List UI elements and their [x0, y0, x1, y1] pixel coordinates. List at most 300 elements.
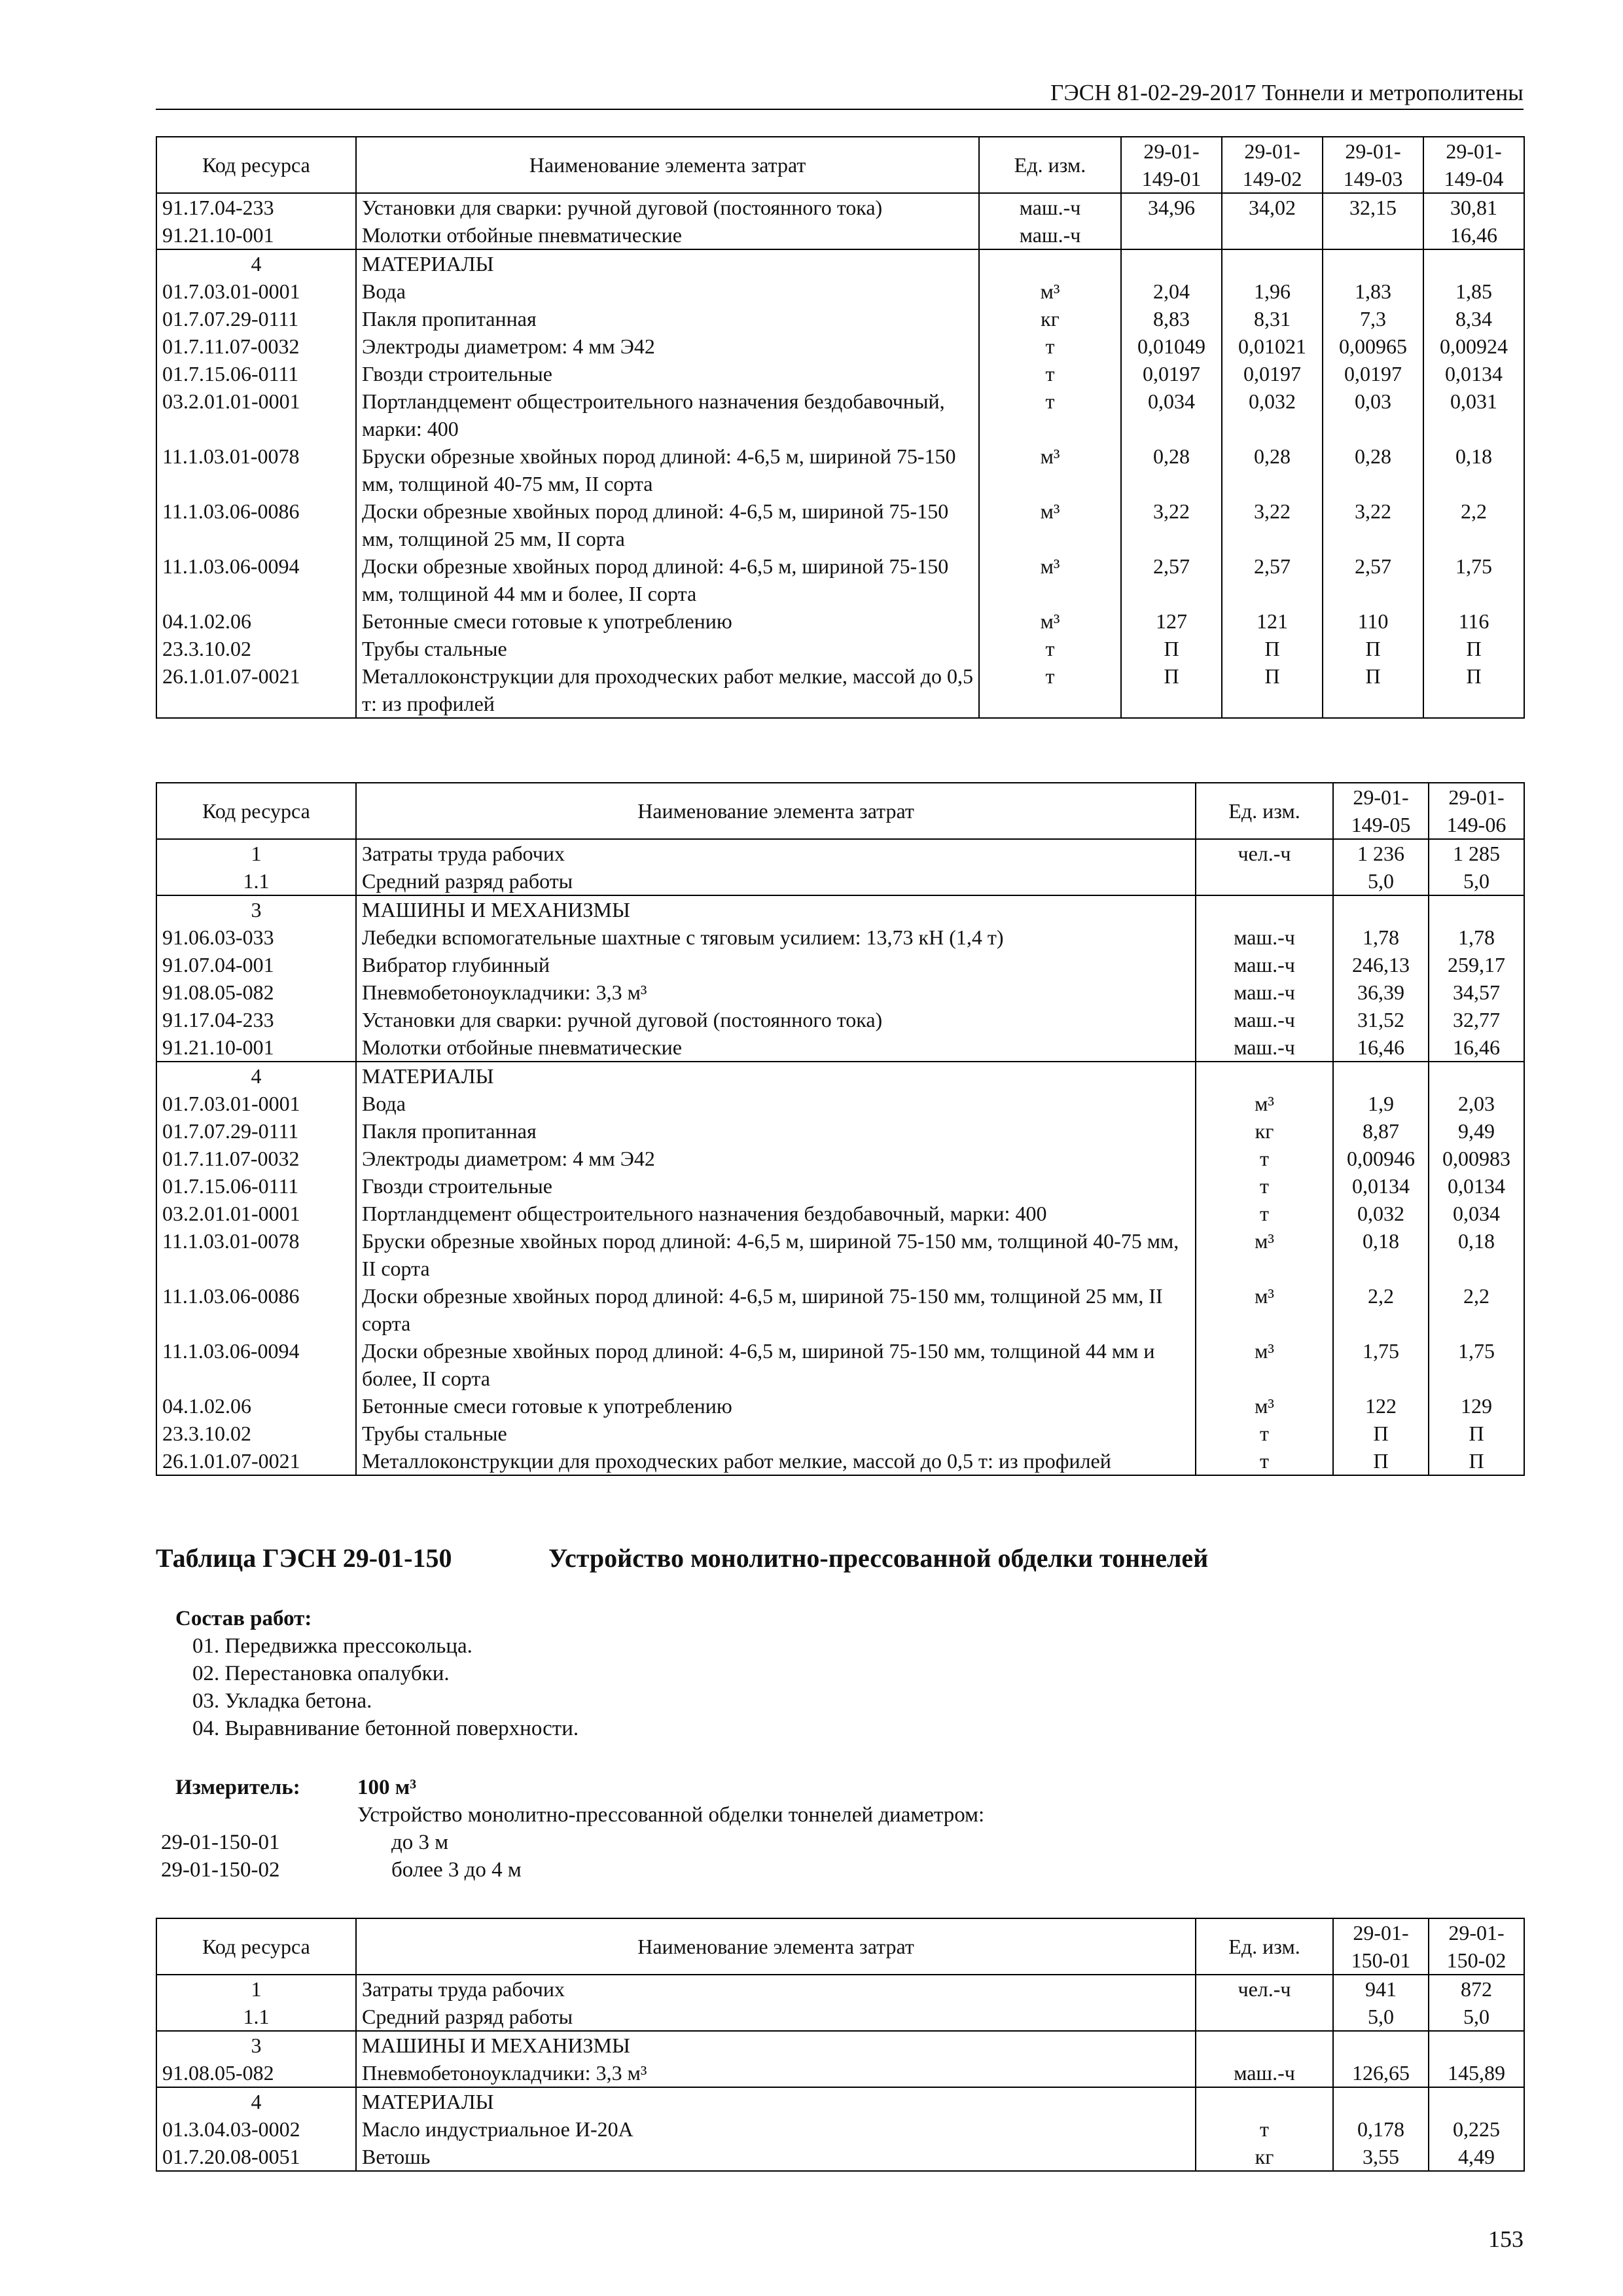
norm-value: 7,3	[1323, 305, 1423, 332]
norm-value: 0,0134	[1333, 1172, 1429, 1200]
norm-value: 0,28	[1121, 442, 1222, 497]
resource-name: Бруски обрезные хвойных пород длиной: 4-6,5 м, шириной 75-150 мм, толщиной 40-75 мм, II сорта	[356, 1227, 1196, 1282]
resource-name: Ветошь	[356, 2143, 1196, 2171]
col-header-norm: 29-01-149-04	[1423, 137, 1524, 193]
norm-value: 0,0197	[1222, 360, 1323, 387]
resource-name: Доски обрезные хвойных пород длиной: 4-6,5 м, шириной 75-150 мм, толщиной 25 мм, II сорта	[356, 497, 979, 552]
resource-unit: м³	[1196, 1337, 1333, 1392]
table-row	[156, 1033, 1524, 1062]
resource-name: Затраты труда рабочих	[356, 1975, 1196, 2003]
resource-name: Доски обрезные хвойных пород длиной: 4-6,5 м, шириной 75-150 мм, толщиной 44 мм и более, II сорта	[356, 552, 979, 607]
norm-value	[1323, 221, 1423, 249]
resource-unit: маш.-ч	[1196, 951, 1333, 978]
page-header	[156, 73, 1524, 110]
norm-value: 0,01021	[1222, 332, 1323, 360]
resource-code: 11.1.03.06-0094	[156, 552, 356, 607]
norm-value: 0,18	[1429, 1227, 1524, 1282]
resource-name: Портландцемент общестроительного назначения бездобавочный, марки: 400	[356, 387, 979, 442]
header-title: ГЭСН 81-02-29-2017 Тоннели и метрополитены	[1050, 80, 1524, 105]
table-row	[156, 607, 1524, 635]
norm-value: 0,03	[1323, 387, 1423, 442]
resource-code: 1.1	[156, 2003, 356, 2031]
norm-value	[1429, 1062, 1524, 1090]
resource-code: 03.2.01.01-0001	[156, 387, 356, 442]
norm-value: 34,96	[1121, 193, 1222, 221]
resource-unit: т	[1196, 1200, 1333, 1227]
norm-value: 122	[1333, 1392, 1429, 1420]
resource-code: 11.1.03.06-0086	[156, 497, 356, 552]
norm-value: 1,75	[1429, 1337, 1524, 1392]
resource-code: 04.1.02.06	[156, 1392, 356, 1420]
resource-name: Бетонные смеси готовые к употреблению	[356, 607, 979, 635]
resource-code: 91.17.04-233	[156, 1006, 356, 1033]
norm-value: 1,78	[1333, 924, 1429, 951]
resource-name: Электроды диаметром: 4 мм Э42	[356, 1145, 1196, 1172]
norm-value: 36,39	[1333, 978, 1429, 1006]
norm-value: 5,0	[1333, 2003, 1429, 2031]
resource-unit: кг	[1196, 2143, 1333, 2171]
resource-code: 01.7.15.06-0111	[156, 1172, 356, 1200]
table-row	[156, 442, 1524, 497]
resource-code: 03.2.01.01-0001	[156, 1200, 356, 1227]
resource-name: Вибратор глубинный	[356, 951, 1196, 978]
resource-code: 91.08.05-082	[156, 2059, 356, 2087]
resource-code: 3	[156, 2031, 356, 2059]
norm-value: П	[1423, 662, 1524, 718]
resource-unit: т	[979, 662, 1121, 718]
resource-unit: маш.-ч	[1196, 2059, 1333, 2087]
resource-name: Затраты труда рабочих	[356, 839, 1196, 867]
col-header-name: Наименование элемента затрат	[356, 1918, 1196, 1975]
norm-value: 1 236	[1333, 839, 1429, 867]
norm-value	[1429, 895, 1524, 924]
table-row	[156, 1200, 1524, 1227]
resource-name: Трубы стальные	[356, 1420, 1196, 1447]
norm-value: 121	[1222, 607, 1323, 635]
resource-code: 3	[156, 895, 356, 924]
resource-code: 91.21.10-001	[156, 221, 356, 249]
norm-value: 5,0	[1333, 867, 1429, 895]
norm-value: 16,46	[1429, 1033, 1524, 1062]
resource-name: Молотки отбойные пневматические	[356, 221, 979, 249]
resource-name: МАТЕРИАЛЫ	[356, 2087, 1196, 2115]
resource-unit	[1196, 895, 1333, 924]
resource-unit	[1196, 867, 1333, 895]
norm-value: 3,22	[1222, 497, 1323, 552]
col-header-unit: Ед. изм.	[1196, 783, 1333, 839]
resource-unit: т	[1196, 2115, 1333, 2143]
norm-value: 126,65	[1333, 2059, 1429, 2087]
norm-value	[1333, 2087, 1429, 2115]
resource-code: 11.1.03.06-0094	[156, 1337, 356, 1392]
resource-unit: маш.-ч	[979, 193, 1121, 221]
norm-value: 0,034	[1429, 1200, 1524, 1227]
resource-name: Пневмобетоноукладчики: 3,3 м³	[356, 978, 1196, 1006]
table-row	[156, 867, 1524, 895]
norm-value: 1,75	[1423, 552, 1524, 607]
resource-name: Молотки отбойные пневматические	[356, 1033, 1196, 1062]
norm-value	[1222, 221, 1323, 249]
norm-value: П	[1429, 1420, 1524, 1447]
norm-value: 0,18	[1333, 1227, 1429, 1282]
resource-unit	[1196, 2087, 1333, 2115]
col-header-norm: 29-01-149-01	[1121, 137, 1222, 193]
norm-value: 0,0197	[1323, 360, 1423, 387]
resource-unit: м³	[979, 442, 1121, 497]
norm-value: 110	[1323, 607, 1423, 635]
col-header-norm: 29-01-150-01	[1333, 1918, 1429, 1975]
resource-unit: кг	[979, 305, 1121, 332]
table-number: Таблица ГЭСН 29-01-150	[156, 1543, 452, 1573]
table-row	[156, 1117, 1524, 1145]
resource-name: Металлоконструкции для проходческих работ мелкие, массой до 0,5 т: из профилей	[356, 1447, 1196, 1475]
norm-value: П	[1323, 662, 1423, 718]
resource-code: 11.1.03.01-0078	[156, 1227, 356, 1282]
norm-value: 2,57	[1121, 552, 1222, 607]
table-row	[156, 2059, 1524, 2087]
norm-value: 34,57	[1429, 978, 1524, 1006]
norm-value: П	[1222, 635, 1323, 662]
resource-code: 23.3.10.02	[156, 635, 356, 662]
resource-unit: м³	[1196, 1282, 1333, 1337]
resource-name: МАШИНЫ И МЕХАНИЗМЫ	[356, 2031, 1196, 2059]
work-item: 04. Выравнивание бетонной поверхности.	[192, 1717, 579, 1740]
resource-unit: м³	[979, 278, 1121, 305]
col-header-code: Код ресурса	[156, 783, 356, 839]
norm-value: 8,31	[1222, 305, 1323, 332]
norm-value: 127	[1121, 607, 1222, 635]
table-row	[156, 839, 1524, 867]
resource-code: 1.1	[156, 867, 356, 895]
norm-value: 1,85	[1423, 278, 1524, 305]
resource-name: Доски обрезные хвойных пород длиной: 4-6,5 м, шириной 75-150 мм, толщиной 25 мм, II сорта	[356, 1282, 1196, 1337]
table-row	[156, 552, 1524, 607]
col-header-norm: 29-01-149-02	[1222, 137, 1323, 193]
table-row	[156, 1006, 1524, 1033]
resource-unit: т	[979, 360, 1121, 387]
norm-value	[1429, 2087, 1524, 2115]
table-row	[156, 1227, 1524, 1282]
norm-value: 0,032	[1333, 1200, 1429, 1227]
resource-name: МАШИНЫ И МЕХАНИЗМЫ	[356, 895, 1196, 924]
resource-table-149-b	[156, 782, 1525, 1476]
resource-code: 04.1.02.06	[156, 607, 356, 635]
variant-text: до 3 м	[391, 1831, 449, 1854]
norm-value: П	[1323, 635, 1423, 662]
norm-value: 0,0134	[1423, 360, 1524, 387]
resource-unit: т	[1196, 1172, 1333, 1200]
resource-code: 01.7.11.07-0032	[156, 332, 356, 360]
resource-unit	[979, 249, 1121, 278]
table-row	[156, 497, 1524, 552]
table-row	[156, 1172, 1524, 1200]
norm-value	[1333, 2031, 1429, 2059]
resource-unit: чел.-ч	[1196, 839, 1333, 867]
resource-unit: м³	[979, 607, 1121, 635]
resource-unit: т	[979, 387, 1121, 442]
norm-value: 2,2	[1333, 1282, 1429, 1337]
norm-value	[1222, 249, 1323, 278]
resource-name: Портландцемент общестроительного назначения бездобавочный, марки: 400	[356, 1200, 1196, 1227]
resource-unit: т	[1196, 1145, 1333, 1172]
col-header-norm: 29-01-149-03	[1323, 137, 1423, 193]
norm-value: 5,0	[1429, 867, 1524, 895]
table-row	[156, 387, 1524, 442]
resource-code: 01.7.07.29-0111	[156, 1117, 356, 1145]
resource-unit: маш.-ч	[1196, 978, 1333, 1006]
resource-code: 91.21.10-001	[156, 1033, 356, 1062]
norm-value: 0,032	[1222, 387, 1323, 442]
works-heading: Состав работ:	[175, 1607, 312, 1630]
norm-value: П	[1121, 662, 1222, 718]
work-item: 01. Передвижка прессокольца.	[192, 1634, 473, 1658]
resource-code: 11.1.03.06-0086	[156, 1282, 356, 1337]
norm-value: 8,87	[1333, 1117, 1429, 1145]
resource-table-149-a	[156, 136, 1525, 719]
norm-value: 941	[1333, 1975, 1429, 2003]
col-header-norm: 29-01-150-02	[1429, 1918, 1524, 1975]
norm-value: 1,83	[1323, 278, 1423, 305]
resource-code: 91.17.04-233	[156, 193, 356, 221]
measure-description: Устройство монолитно-прессованной обделки тоннелей диаметром:	[357, 1803, 985, 1827]
norm-value: 0,225	[1429, 2115, 1524, 2143]
norm-value	[1333, 1062, 1429, 1090]
resource-name: Гвозди строительные	[356, 360, 979, 387]
table-heading: Устройство монолитно-прессованной обделки тоннелей	[548, 1543, 1209, 1573]
resource-code: 1	[156, 1975, 356, 2003]
norm-value	[1121, 249, 1222, 278]
resource-code: 01.3.04.03-0002	[156, 2115, 356, 2143]
variant-code: 29-01-150-02	[161, 1858, 280, 1882]
resource-code: 01.7.03.01-0001	[156, 278, 356, 305]
resource-code: 26.1.01.07-0021	[156, 1447, 356, 1475]
norm-value: 0,28	[1222, 442, 1323, 497]
norm-value: 129	[1429, 1392, 1524, 1420]
resource-unit: м³	[979, 552, 1121, 607]
section-row	[156, 2031, 1524, 2059]
resource-unit: м³	[979, 497, 1121, 552]
resource-unit: маш.-ч	[1196, 924, 1333, 951]
resource-code: 11.1.03.01-0078	[156, 442, 356, 497]
table-row	[156, 2115, 1524, 2143]
resource-name: Пневмобетоноукладчики: 3,3 м³	[356, 2059, 1196, 2087]
resource-unit: м³	[1196, 1090, 1333, 1117]
norm-value: 0,00983	[1429, 1145, 1524, 1172]
resource-name: Трубы стальные	[356, 635, 979, 662]
resource-name: Доски обрезные хвойных пород длиной: 4-6,5 м, шириной 75-150 мм, толщиной 44 мм и более, II сорта	[356, 1337, 1196, 1392]
norm-value: 5,0	[1429, 2003, 1524, 2031]
norm-value: 0,034	[1121, 387, 1222, 442]
resource-code: 23.3.10.02	[156, 1420, 356, 1447]
norm-value: 0,0197	[1121, 360, 1222, 387]
norm-value: 8,83	[1121, 305, 1222, 332]
norm-value: 2,57	[1222, 552, 1323, 607]
resource-name: Металлоконструкции для проходческих работ мелкие, массой до 0,5 т: из профилей	[356, 662, 979, 718]
norm-value: 0,178	[1333, 2115, 1429, 2143]
norm-value: 1,78	[1429, 924, 1524, 951]
norm-value: 872	[1429, 1975, 1524, 2003]
norm-value: 3,55	[1333, 2143, 1429, 2171]
resource-code: 26.1.01.07-0021	[156, 662, 356, 718]
resource-code: 01.7.20.08-0051	[156, 2143, 356, 2171]
table-row	[156, 332, 1524, 360]
resource-name: Средний разряд работы	[356, 867, 1196, 895]
norm-value: 3,22	[1121, 497, 1222, 552]
table-row	[156, 278, 1524, 305]
norm-value: П	[1333, 1447, 1429, 1475]
norm-value	[1429, 2031, 1524, 2059]
resource-name: Масло индустриальное И-20А	[356, 2115, 1196, 2143]
table-title-150	[156, 1543, 1208, 1573]
resource-unit: м³	[1196, 1392, 1333, 1420]
resource-unit: т	[979, 635, 1121, 662]
norm-value: 0,28	[1323, 442, 1423, 497]
norm-value: 2,04	[1121, 278, 1222, 305]
col-header-unit: Ед. изм.	[1196, 1918, 1333, 1975]
table-row	[156, 662, 1524, 718]
col-header-unit: Ед. изм.	[979, 137, 1121, 193]
norm-value: 145,89	[1429, 2059, 1524, 2087]
resource-unit: маш.-ч	[1196, 1033, 1333, 1062]
table-row	[156, 635, 1524, 662]
norm-value: П	[1222, 662, 1323, 718]
norm-value: 1 285	[1429, 839, 1524, 867]
norm-value: 2,57	[1323, 552, 1423, 607]
work-item: 03. Укладка бетона.	[192, 1689, 372, 1713]
col-header-code: Код ресурса	[156, 1918, 356, 1975]
norm-value: 32,15	[1323, 193, 1423, 221]
resource-name: Гвозди строительные	[356, 1172, 1196, 1200]
resource-name: Установки для сварки: ручной дуговой (постоянного тока)	[356, 193, 979, 221]
table-row	[156, 1392, 1524, 1420]
table-row	[156, 193, 1524, 221]
measure-value: 100 м³	[357, 1776, 417, 1799]
resource-code: 01.7.11.07-0032	[156, 1145, 356, 1172]
resource-unit: т	[1196, 1447, 1333, 1475]
page-number: 153	[1488, 2226, 1524, 2252]
table-row	[156, 1145, 1524, 1172]
norm-value: 16,46	[1423, 221, 1524, 249]
resource-name: Пакля пропитанная	[356, 1117, 1196, 1145]
resource-unit	[1196, 1062, 1333, 1090]
resource-name: Вода	[356, 1090, 1196, 1117]
table-row	[156, 305, 1524, 332]
norm-value: 0,031	[1423, 387, 1524, 442]
col-header-code: Код ресурса	[156, 137, 356, 193]
resource-unit: т	[1196, 1420, 1333, 1447]
norm-value: 246,13	[1333, 951, 1429, 978]
norm-value: 8,34	[1423, 305, 1524, 332]
resource-unit	[1196, 2003, 1333, 2031]
resource-code: 1	[156, 839, 356, 867]
works-list	[175, 1605, 579, 1742]
resource-code: 91.06.03-033	[156, 924, 356, 951]
norm-value: 34,02	[1222, 193, 1323, 221]
norm-value: 0,18	[1423, 442, 1524, 497]
resource-unit: м³	[1196, 1227, 1333, 1282]
variant-code: 29-01-150-01	[161, 1831, 280, 1854]
norm-value: 1,9	[1333, 1090, 1429, 1117]
col-header-norm: 29-01-149-05	[1333, 783, 1429, 839]
section-row	[156, 1062, 1524, 1090]
resource-name: Установки для сварки: ручной дуговой (постоянного тока)	[356, 1006, 1196, 1033]
norm-value: 3,22	[1323, 497, 1423, 552]
norm-value: 0,01049	[1121, 332, 1222, 360]
norm-value: П	[1121, 635, 1222, 662]
norm-value	[1121, 221, 1222, 249]
resource-name: МАТЕРИАЛЫ	[356, 1062, 1196, 1090]
norm-value: 16,46	[1333, 1033, 1429, 1062]
table-row	[156, 951, 1524, 978]
table-row	[156, 2143, 1524, 2171]
table-row	[156, 1975, 1524, 2003]
resource-code: 01.7.03.01-0001	[156, 1090, 356, 1117]
norm-value: 2,2	[1423, 497, 1524, 552]
table-row	[156, 1282, 1524, 1337]
norm-value: 4,49	[1429, 2143, 1524, 2171]
resource-name: МАТЕРИАЛЫ	[356, 249, 979, 278]
resource-table-150	[156, 1918, 1525, 2172]
section-row	[156, 895, 1524, 924]
table-row	[156, 978, 1524, 1006]
norm-value	[1323, 249, 1423, 278]
table-row	[156, 1447, 1524, 1475]
norm-value: 1,96	[1222, 278, 1323, 305]
col-header-norm: 29-01-149-06	[1429, 783, 1524, 839]
resource-name: Электроды диаметром: 4 мм Э42	[356, 332, 979, 360]
norm-value: 259,17	[1429, 951, 1524, 978]
resource-code: 4	[156, 249, 356, 278]
resource-code: 01.7.15.06-0111	[156, 360, 356, 387]
table-row	[156, 2003, 1524, 2031]
table-row	[156, 360, 1524, 387]
norm-value: 32,77	[1429, 1006, 1524, 1033]
resource-code: 91.08.05-082	[156, 978, 356, 1006]
col-header-name: Наименование элемента затрат	[356, 783, 1196, 839]
measure-label: Измеритель:	[175, 1776, 300, 1799]
resource-unit: чел.-ч	[1196, 1975, 1333, 2003]
table-row	[156, 1337, 1524, 1392]
resource-unit	[1196, 2031, 1333, 2059]
norm-value: 116	[1423, 607, 1524, 635]
norm-value	[1423, 249, 1524, 278]
resource-code: 01.7.07.29-0111	[156, 305, 356, 332]
resource-name: Бруски обрезные хвойных пород длиной: 4-6,5 м, шириной 75-150 мм, толщиной 40-75 мм, II сорта	[356, 442, 979, 497]
norm-value: 2,03	[1429, 1090, 1524, 1117]
norm-value: 1,75	[1333, 1337, 1429, 1392]
norm-value: 2,2	[1429, 1282, 1524, 1337]
resource-unit: маш.-ч	[1196, 1006, 1333, 1033]
resource-code: 4	[156, 1062, 356, 1090]
norm-value: 0,00946	[1333, 1145, 1429, 1172]
norm-value: 31,52	[1333, 1006, 1429, 1033]
work-item: 02. Перестановка опалубки.	[192, 1662, 450, 1685]
resource-unit: маш.-ч	[979, 221, 1121, 249]
resource-name: Бетонные смеси готовые к употреблению	[356, 1392, 1196, 1420]
table-row	[156, 221, 1524, 249]
table-row	[156, 1420, 1524, 1447]
norm-value: 30,81	[1423, 193, 1524, 221]
resource-name: Пакля пропитанная	[356, 305, 979, 332]
resource-name: Лебедки вспомогательные шахтные с тяговым усилием: 13,73 кН (1,4 т)	[356, 924, 1196, 951]
resource-code: 4	[156, 2087, 356, 2115]
norm-value: 0,00965	[1323, 332, 1423, 360]
section-row	[156, 2087, 1524, 2115]
norm-value: П	[1423, 635, 1524, 662]
norm-value	[1333, 895, 1429, 924]
resource-unit: кг	[1196, 1117, 1333, 1145]
measure-block	[156, 1774, 1524, 1884]
